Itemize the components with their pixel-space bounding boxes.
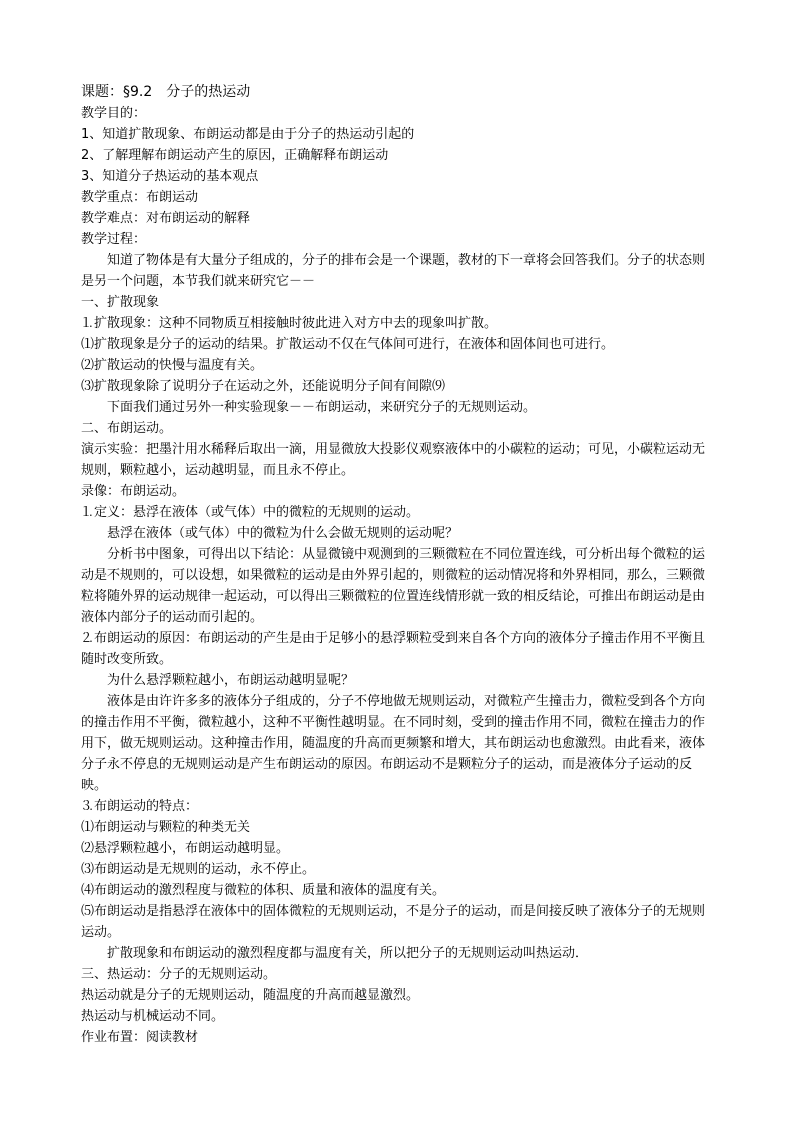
list-item: ⑶布朗运动是无规则的运动，永不停止。 (81, 862, 316, 877)
question: 为什么悬浮颗粒越小，布朗运动越明显呢？ (107, 673, 355, 688)
transition-text: 下面我们通过另外一种实验现象－－布朗运动，来研究分子的无规则运动。 (107, 400, 537, 415)
list-item: ⑵悬浮颗粒越小，布朗运动越明显。 (81, 841, 290, 856)
list-item: ⑴扩散现象是分子的运动的结果。扩散运动不仅在气体间可进行，在液体和固体间也可进行。 (81, 337, 615, 352)
question: 悬浮在液体（或气体）中的微粒为什么会做无规则的运动呢？ (107, 526, 459, 541)
explanation-paragraph: 液体是由许许多多的液体分子组成的，分子不停地做无规则运动，对微粒产生撞击力，微粒受到各个方向的撞击作用不平衡，微粒越小，这种不平衡性越明显。在不同时刻，受到的撞击作用不同，微粒在撞击力的作用下，做无规则运动。这种撞击作用，随温度的升高而更频繁和增大，其布朗运动也愈激烈。由此看来，液体分子永不停息的无规则运动是产生布朗运动的原因。布朗运动不是颗粒分子的运动，而是液体分子运动的反映。 (81, 694, 706, 793)
demo-paragraph: 演示实验：把墨汁用水稀释后取出一滴，用显微放大投影仪观察液体中的小碳粒的运动；可见，小碳粒运动无规则，颗粒越小，运动越明显，而且永不停止。 (81, 442, 706, 478)
list-item: ⑷布朗运动的激烈程度与微粒的体积、质量和液体的温度有关。 (81, 883, 446, 898)
goal-item: 2、了解理解布朗运动产生的原因，正确解释布朗运动 (81, 148, 389, 163)
section-heading: 一、扩散现象 (81, 295, 160, 310)
lesson-title: 课题：§9.2 分子的热运动 (81, 84, 251, 100)
summary-text: 扩散现象和布朗运动的激烈程度都与温度有关，所以把分子的无规则运动叫热运动． (107, 946, 589, 961)
goal-item: 3、知道分子热运动的基本观点 (81, 169, 259, 184)
analysis-paragraph: 分析书中图象，可得出以下结论：从显微镜中观测到的三颗微粒在不同位置连线，可分析出每个微粒的运动是不规则的，可以设想，如果微粒的运动是由外界引起的，则微粒的运动情况将和外界相同，那么，三颗微粒将随外界的运动规律一起运动，可以得出三颗微粒的位置连线情形就一致的相反结论，可推出布朗运动是由液体内部分子的运动而引起的。 (81, 547, 706, 625)
features-heading: ⒊布朗运动的特点： (81, 799, 199, 814)
section-heading: 三、热运动：分子的无规则运动。 (81, 967, 277, 982)
goals-heading: 教学目的： (81, 106, 147, 121)
paragraph: 热运动就是分子的无规则运动，随温度的升高而越显激烈。 (81, 988, 420, 1003)
difficulty: 教学难点：对布朗运动的解释 (81, 211, 251, 226)
homework: 作业布置：阅读教材 (81, 1030, 199, 1045)
goal-item: 1、知道扩散现象、布朗运动都是由于分子的热运动引起的 (81, 127, 415, 142)
process-heading: 教学过程： (81, 232, 147, 247)
list-item: ⑸布朗运动是指悬浮在液体中的固体微粒的无规则运动，不是分子的运动，而是间接反映了液体分子的无规则运动。 (81, 904, 706, 940)
definition: ⒈定义：悬浮在液体（或气体）中的微粒的无规则的运动。 (81, 505, 420, 520)
lesson-plan-page (81, 82, 716, 1048)
section-heading: 二、布朗运动。 (81, 421, 173, 436)
definition: ⒈扩散现象：这种不同物质互相接触时彼此进入对方中去的现象叫扩散。 (81, 316, 498, 331)
paragraph: 热运动与机械运动不同。 (81, 1009, 225, 1024)
video-note: 录像：布朗运动。 (81, 484, 186, 499)
cause-paragraph: ⒉布朗运动的原因：布朗运动的产生是由于足够小的悬浮颗粒受到来自各个方向的液体分子撞击作用不平衡且随时改变所致。 (81, 631, 706, 667)
intro-paragraph: 知道了物体是有大量分子组成的，分子的排布会是一个课题，教材的下一章将会回答我们。分子的状态则是另一个问题，本节我们就来研究它－－ (81, 253, 706, 289)
list-item: ⑶扩散现象除了说明分子在运动之外，还能说明分子间有间隙⑼ (81, 379, 446, 394)
list-item: ⑴布朗运动与颗粒的种类无关 (81, 820, 251, 835)
key-point: 教学重点：布朗运动 (81, 190, 199, 205)
list-item: ⑵扩散运动的快慢与温度有关。 (81, 358, 264, 373)
